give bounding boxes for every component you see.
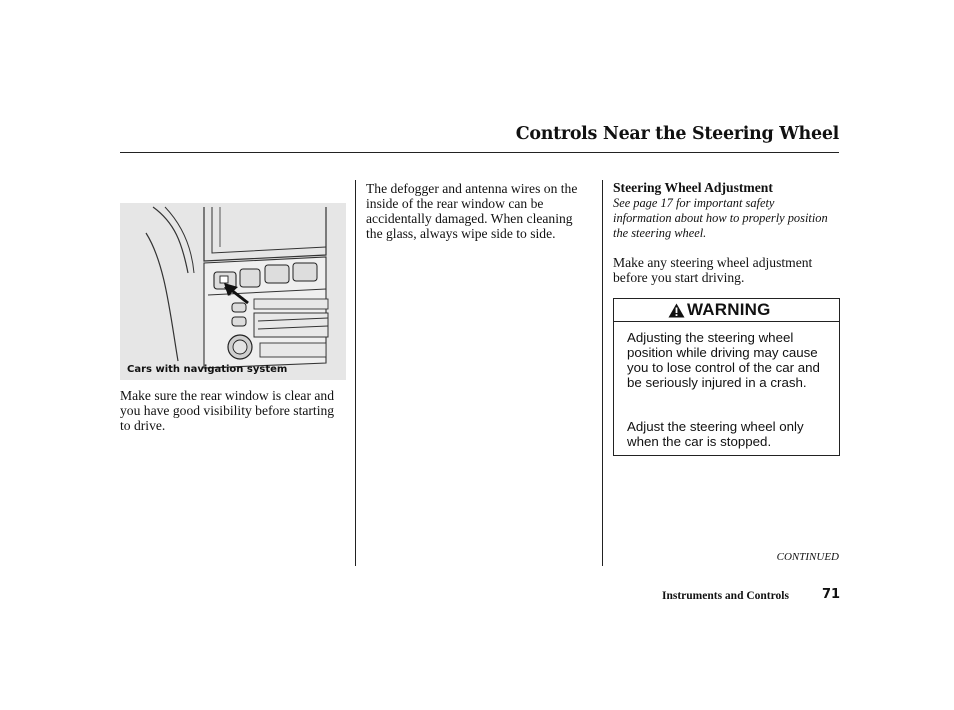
- page-number: 71: [822, 587, 841, 602]
- middle-body-text: The defogger and antenna wires on the inside of the rear window can be accidentally damaged. When cleaning the glass, always wipe side to side.: [366, 181, 578, 241]
- right-body-text: Make any steering wheel adjustment before you start driving.: [613, 255, 813, 285]
- dashboard-figure: [120, 203, 346, 380]
- dashboard-illustration: [120, 203, 346, 380]
- warning-header: [614, 299, 839, 322]
- warning-triangle-icon: [668, 303, 685, 318]
- page-title: Controls Near the Steering Wheel: [515, 124, 839, 144]
- figure-caption: Cars with navigation system: [127, 364, 288, 375]
- continued-label: CONTINUED: [776, 551, 839, 563]
- footer-section-name: Instruments and Controls: [662, 590, 789, 602]
- left-body-text: Make sure the rear window is clear and you have good visibility before starting to drive.: [120, 388, 335, 433]
- warning-paragraph-1: Adjusting the steering wheel position while driving may cause you to lose control of the car and be seriously injured in a crash.: [627, 330, 820, 390]
- warning-paragraph-2: Adjust the steering wheel only when the car is stopped.: [627, 419, 804, 449]
- column-divider-right: [602, 180, 603, 566]
- section-heading: Steering Wheel Adjustment: [613, 180, 773, 195]
- section-note: See page 17 for important safety information about how to properly position the steering wheel.: [613, 196, 828, 240]
- warning-label: WARNING: [687, 300, 771, 319]
- title-rule: [120, 152, 839, 153]
- warning-box: [613, 298, 840, 456]
- column-divider-left: [355, 180, 356, 566]
